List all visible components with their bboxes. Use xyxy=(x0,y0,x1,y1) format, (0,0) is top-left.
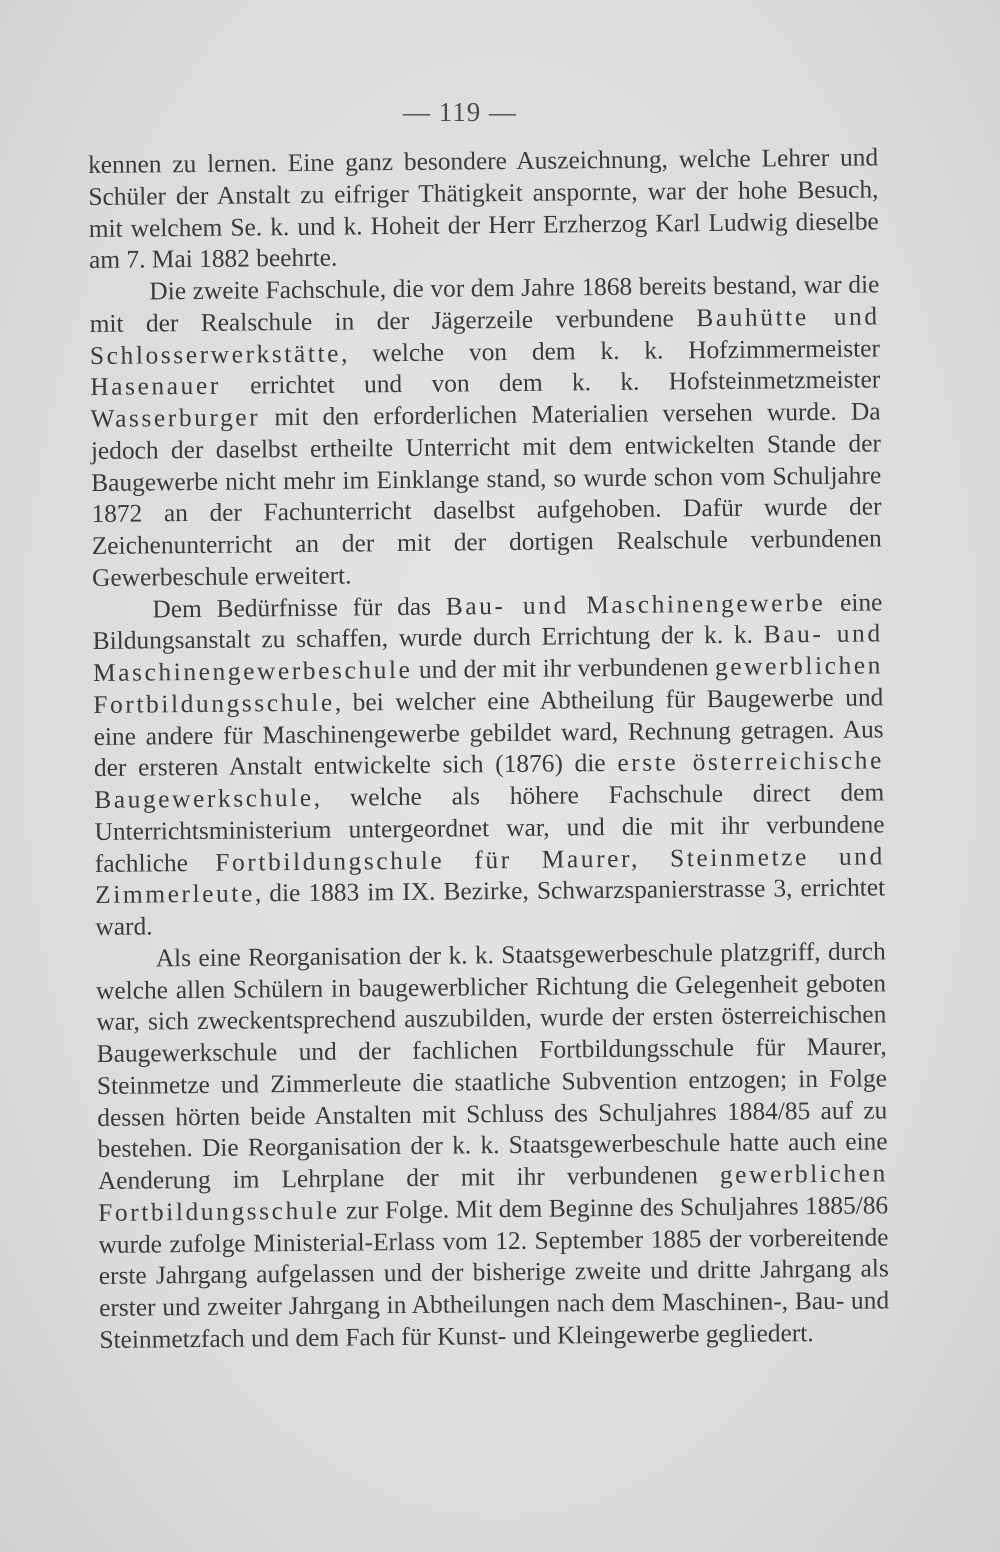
spaced-emphasis: Bauhütte und Schlosserwerkstätte xyxy=(89,302,880,370)
text-segment: mit den erforderlichen Materialien versehen wurde. Da jedoch der daselbst ertheilte Unterricht mit dem entwickelten Stande der Baugewerbe nicht mehr im Einklange stand, so wurde schon vom Schuljahre 1872 an der Fachunterricht daselbst aufgehoben. Dafür wurde der Zeichenunterricht an der mit der dortigen Realschule verbundenen Gewerbeschule erweitert. xyxy=(90,397,882,592)
paragraph xyxy=(96,936,890,1356)
text-segment: eine Bildungsanstalt zu schaffen, wurde durch Errichtung der k. k. xyxy=(92,587,883,656)
text-segment: , welche als höhere Fachschule direct dem Unterrichtsministerium untergeordnet war, und die mit ihr verbundene fachliche xyxy=(94,778,885,878)
text-segment: , die 1883 im IX. Bezirke, Schwarzspanierstrasse 3, errichtet ward. xyxy=(95,873,886,941)
spaced-emphasis: erste österreichische Baugewerkschule xyxy=(94,746,885,814)
paragraph xyxy=(92,587,885,944)
spaced-emphasis: Bau- und Maschinengewerbeschule xyxy=(92,619,883,687)
spaced-emphasis: Bau- und Maschinengewerbe xyxy=(445,588,826,621)
text-segment: Als eine Reorganisation der k. k. Staatsgewerbeschule platzgriff, durch welche allen Schülern in baugewerblicher Richtung die Gelegenheit geboten war, sich zweckentsprechend auszubilden, wurde der ersten österreichischen Baugewerkschule und der fachlichen Fortbildungsschule für Maurer, Steinmetze und Zimmerleute die staatliche Subvention entzogen; in Folge dessen hörten beide Anstalten mit Schluss des Schuljahres 1884/85 auf zu bestehen. Die Reorganisation der k. k. Staatsgewerbeschule hatte auch eine Aenderung im Lehrplane der mit ihr verbundenen xyxy=(95,937,888,1195)
text-segment: Die zweite Fachschule, die vor dem Jahre 1868 bereits bestand, war die mit der Realschule in der Jägerzeile verbundene xyxy=(89,270,880,338)
text-segment: und der mit ihr verbundenen xyxy=(412,653,716,684)
text-segment: , welche von dem k. k. Hofzimmermeister xyxy=(340,333,881,368)
text-segment: Dem Bedürfnisse für das xyxy=(152,592,446,623)
spaced-emphasis: Hasenauer xyxy=(90,371,221,402)
spaced-emphasis: gewerblichen Fortbildungsschule xyxy=(93,651,884,719)
body-text xyxy=(88,142,890,1356)
paragraph xyxy=(88,142,879,277)
text-segment: errichtet und von dem k. k. Hofsteinmetzmeister xyxy=(220,365,881,400)
text-segment: kennen zu lernen. Eine ganz besondere Auszeichnung, welche Lehrer und Schüler der Anstalt zu eifriger Thätigkeit anspornte, war der hohe Besuch, mit welchem Se. k. und k. Hoheit der Herr Erzherzog Karl Ludwig dieselbe am 7. Mai 1882 beehrte. xyxy=(88,143,879,275)
spaced-emphasis: gewerblichen Fortbildungsschule xyxy=(98,1159,888,1227)
spaced-emphasis: Wasserburger xyxy=(90,403,261,433)
page-number: — 119 — xyxy=(403,97,517,127)
paragraph xyxy=(89,269,882,594)
spaced-emphasis: Fortbildungschule für Maurer, Steinmetze und Zimmerleute xyxy=(95,841,885,910)
text-segment: zur Folge. Mit dem Beginne des Schuljahres 1885/86 wurde zufolge Ministerial-Erlass vom 12. September 1885 der vorbereitende erste Jahrgang aufgelassen und der bisherige zweite und dritte Jahrgang als erster und zweiter Jahrgang in Abtheilungen nach dem Maschinen-, Bau- und Steinmetzfach und dem Fach für Kunst- und Kleingewerbe gegliedert. xyxy=(98,1191,890,1354)
text-segment: , bei welcher eine Abtheilung für Baugewerbe und eine andere für Maschinengewerbe gebildet ward, Rechnung getragen. Aus der ersteren Anstalt entwickelte sich (1876) die xyxy=(93,683,884,783)
